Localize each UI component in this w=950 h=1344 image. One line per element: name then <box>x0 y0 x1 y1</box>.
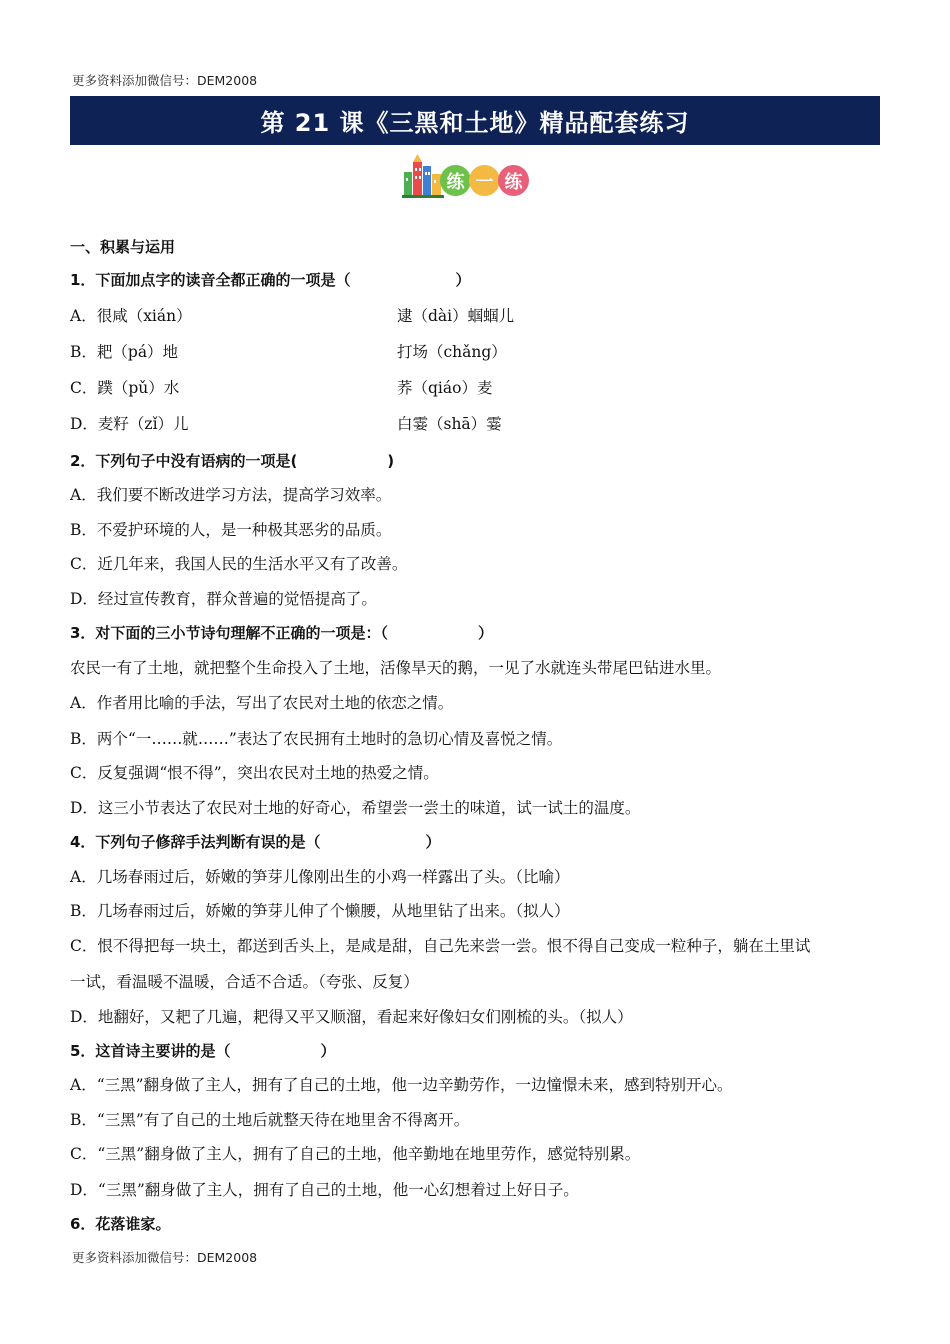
q3-option-a: A．作者用比喻的手法，写出了农民对土地的依恋之情。 <box>70 694 454 712</box>
q5-option-d: D．“三黑”翻身做了主人，拥有了自己的土地，他一心幻想着过上好日子。 <box>70 1181 579 1199</box>
q3-option-d: D．这三小节表达了农民对土地的好奇心，希望尝一尝土的味道，试一试土的温度。 <box>70 799 641 817</box>
page-title: 第 21 课《三黑和土地》精品配套练习 <box>70 96 880 145</box>
q1-option-d-left: D．麦籽（zǐ）儿 <box>70 415 189 433</box>
q2-option-a: A．我们要不断改进学习方法，提高学习效率。 <box>70 486 392 504</box>
q3-option-c: C．反复强调“恨不得”，突出农民对土地的热爱之情。 <box>70 764 439 782</box>
q5-option-b: B．“三黑”有了自己的土地后就整天待在地里舍不得离开。 <box>70 1111 470 1129</box>
q4-option-b: B．几场春雨过后，娇嫩的笋芽儿伸了个懒腰，从地里钻了出来。（拟人） <box>70 902 570 920</box>
q1-option-a-left: A．很咸（xián） <box>70 307 192 325</box>
q2-option-d: D．经过宣传教育，群众普遍的觉悟提高了。 <box>70 590 377 608</box>
q3-option-b: B．两个“一……就……”表达了农民拥有土地时的急切心情及喜悦之情。 <box>70 730 563 748</box>
question-6-stem: 6．花落谁家。 <box>70 1215 171 1233</box>
q2-option-b: B．不爱护环境的人，是一种极其恶劣的品质。 <box>70 521 392 539</box>
q4-option-c: C．恨不得把每一块土，都送到舌头上，是咸是甜，自己先来尝一尝。恨不得自己变成一粒种子，躺在土里试 <box>70 937 811 955</box>
q5-option-a: A．“三黑”翻身做了主人，拥有了自己的土地，他一边辛勤劳作，一边憧憬未来，感到特别开心。 <box>70 1076 733 1094</box>
question-4-stem: 4．下列句子修辞手法判断有误的是（ ） <box>70 833 441 851</box>
header-note: 更多资料添加微信号：DEM2008 <box>72 73 258 88</box>
footer-note: 更多资料添加微信号：DEM2008 <box>72 1250 258 1265</box>
question-1-stem: 1．下面加点字的读音全都正确的一项是（ ） <box>70 271 471 289</box>
badge-char-2: 一 <box>469 165 500 196</box>
colorful-buildings-icon <box>400 152 446 200</box>
q4-option-a: A．几场春雨过后，娇嫩的笋芽儿像刚出生的小鸡一样露出了头。（比喻） <box>70 868 570 886</box>
question-5-stem: 5．这首诗主要讲的是（ ） <box>70 1042 336 1060</box>
q5-option-c: C．“三黑”翻身做了主人，拥有了自己的土地，他辛勤地在地里劳作，感觉特别累。 <box>70 1145 641 1163</box>
q4-option-d: D．地翻好，又耙了几遍，耙得又平又顺溜，看起来好像妇女们刚梳的头。（拟人） <box>70 1008 633 1026</box>
q1-option-a-right: 逮（dài）蝈蝈儿 <box>397 307 515 325</box>
q1-option-b-right: 打场（chǎng） <box>397 343 507 361</box>
q3-passage: 农民一有了土地，就把整个生命投入了土地，活像旱天的鹅，一见了水就连头带尾巴钻进水里。 <box>70 659 722 677</box>
q1-option-d-right: 白霎（shā）霎 <box>397 415 502 433</box>
question-2-stem: 2．下列句子中没有语病的一项是( ) <box>70 452 395 470</box>
section-heading: 一、积累与运用 <box>70 238 176 256</box>
q2-option-c: C．近几年来，我国人民的生活水平又有了改善。 <box>70 555 408 573</box>
question-3-stem: 3．对下面的三小节诗句理解不正确的一项是：（ ） <box>70 624 493 642</box>
practice-badge <box>400 152 535 200</box>
q1-option-c-left: C．蹼（pǔ）水 <box>70 379 180 397</box>
badge-char-1: 练 <box>440 165 471 196</box>
q1-option-b-left: B．耙（pá）地 <box>70 343 179 361</box>
badge-char-3: 练 <box>498 165 529 196</box>
q4-option-c-continued: 一试，看温暖不温暖，合适不合适。（夸张、反复） <box>70 973 419 991</box>
q1-option-c-right: 荞（qiáo）麦 <box>397 379 493 397</box>
